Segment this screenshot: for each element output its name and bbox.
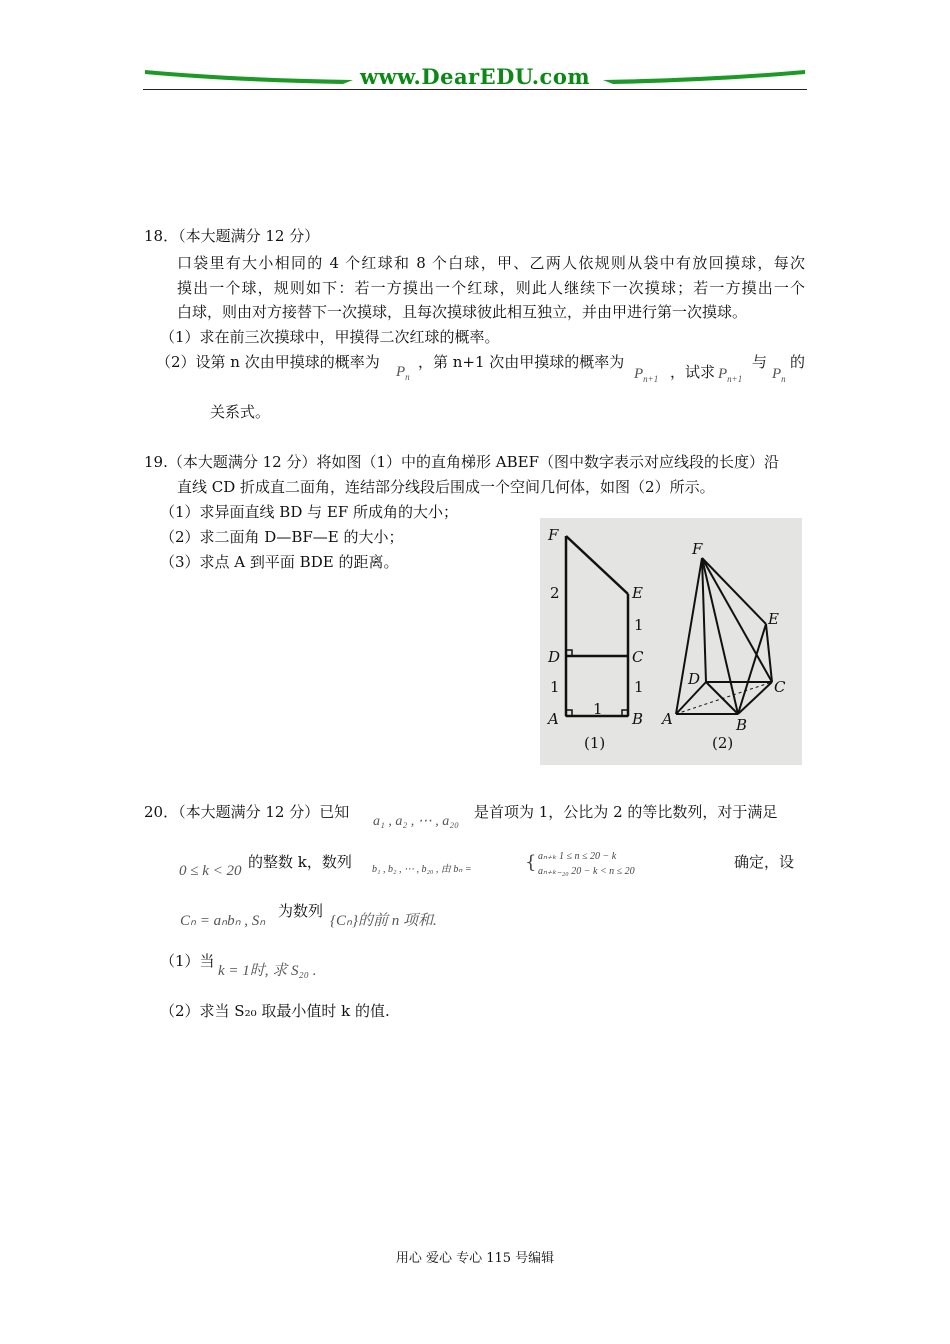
fig1-label-E: E [632, 584, 643, 602]
fig1-length-DA: 1 [550, 678, 560, 696]
fig2-caption: (2) [712, 734, 734, 752]
fig1-label-C: C [632, 648, 644, 666]
fig1-label-B: B [632, 710, 644, 728]
figure1-labels [546, 526, 644, 728]
q18-pn1-first: $P_{n+1}$ [634, 366, 659, 384]
fig1-label-A: A [548, 710, 559, 728]
fig1-label-F: F [548, 526, 559, 544]
q20-part1-b: k = 1时, 求 S₂₀ . [218, 963, 317, 979]
fig2-label-B: B [736, 716, 748, 734]
fig2-label-E: E [768, 610, 779, 628]
q18-title: 18．（本大题满分 12 分） [144, 227, 320, 245]
q20-text3: 的整数 k，数列 [248, 853, 352, 871]
q18-part2-f: 关系式。 [210, 403, 271, 421]
q19-part3: （3）求点 A 到平面 BDE 的距离。 [160, 553, 399, 571]
q20-text2: 是首项为 1，公比为 2 的等比数列，对于满足 [474, 803, 778, 821]
q18-pn: $P_n$ [396, 364, 410, 382]
q20-sequence-a: a₁ , a₂ , ⋯ , a₂₀ [373, 814, 459, 829]
q19-part2: （2）求二面角 D—BF—E 的大小； [160, 528, 404, 546]
q20-text5: 为数列 [278, 902, 324, 920]
q19-line2: 直线 CD 折成直二面角，连结部分线段后围成一个空间几何体，如图（2）所示。 [177, 478, 715, 496]
q19-part1: （1）求异面直线 BD 与 EF 所成角的大小； [160, 503, 459, 521]
q20-title: 20．（本大题满分 12 分）已知 [144, 803, 350, 821]
q18-line1: 口袋里有大小相同的 4 个红球和 8 个白球，甲、乙两人依规则从袋中有放回摸球，每次 [177, 254, 805, 272]
q18-part1: （1）求在前三次摸球中，甲摸得二次红球的概率。 [160, 328, 500, 346]
q19-title: 19.（本大题满分 12 分）将如图（1）中的直角梯形 ABEF（图中数字表示对应线段的长度）沿 [144, 453, 780, 471]
q20-cn-sequence: {Cₙ}的前 n 项和. [330, 913, 437, 929]
page-header [143, 62, 807, 92]
q18-pn-second: $P_n$ [772, 366, 786, 384]
q18-pn1-second: $P_{n+1}$ [718, 366, 743, 384]
q18-part2-e: 的 [790, 353, 806, 371]
fig1-label-D: D [548, 648, 561, 666]
q20-sequence-b: b₁ , b₂ , ⋯ , b₂₀ , 由 bₙ = [372, 864, 472, 875]
fig1-length-EC: 1 [634, 616, 644, 634]
q18-part2-b: ，第 n+1 次由甲摸球的概率为 [418, 353, 625, 371]
q18-part2-c: ，试求 [670, 363, 716, 381]
fig1-length-CB: 1 [634, 678, 644, 696]
page-footer: 用心 爱心 专心 115 号编辑 [395, 1251, 555, 1266]
q20-condition: 0 ≤ k < 20 [179, 863, 242, 879]
fig1-caption: (1) [584, 734, 606, 752]
figure2-solid [676, 558, 772, 714]
q19-figure [540, 518, 802, 765]
site-logo[interactable]: www.DearEDU.com [359, 64, 591, 89]
q18-part2-a: （2）设第 n 次由甲摸球的概率为 [156, 353, 380, 371]
fig2-label-C: C [774, 678, 786, 696]
q18-line3: 白球，则由对方接替下一次摸球，且每次摸球彼此相互独立，并由甲进行第一次摸球。 [177, 303, 748, 321]
q20-brace: { [525, 852, 537, 873]
fig2-label-D: D [688, 670, 701, 688]
q20-cn-definition: Cₙ = aₙbₙ , Sₙ [180, 913, 266, 929]
fig1-length-AB: 1 [593, 700, 603, 718]
fig2-label-F: F [692, 540, 703, 558]
q20-part1-a: （1）当 [160, 952, 215, 970]
figure1-trapezoid [566, 536, 628, 716]
geometry-diagram [540, 518, 802, 765]
fig1-length-FD: 2 [550, 584, 560, 602]
q20-text4: 确定，设 [734, 853, 795, 871]
header-rule [143, 89, 807, 90]
q20-case1: aₙ₊ₖ 1 ≤ n ≤ 20 − k [538, 851, 617, 862]
q18-line2: 摸出一个球，规则如下：若一方摸出一个红球，则此人继续下一次摸球；若一方摸出一个 [177, 279, 805, 297]
q20-part2: （2）求当 S₂₀ 取最小值时 k 的值. [160, 1002, 390, 1020]
q20-case2: aₙ₊ₖ₋₂₀ 20 − k < n ≤ 20 [538, 866, 635, 877]
fig2-label-A: A [662, 710, 673, 728]
q18-part2-d: 与 [752, 353, 768, 371]
